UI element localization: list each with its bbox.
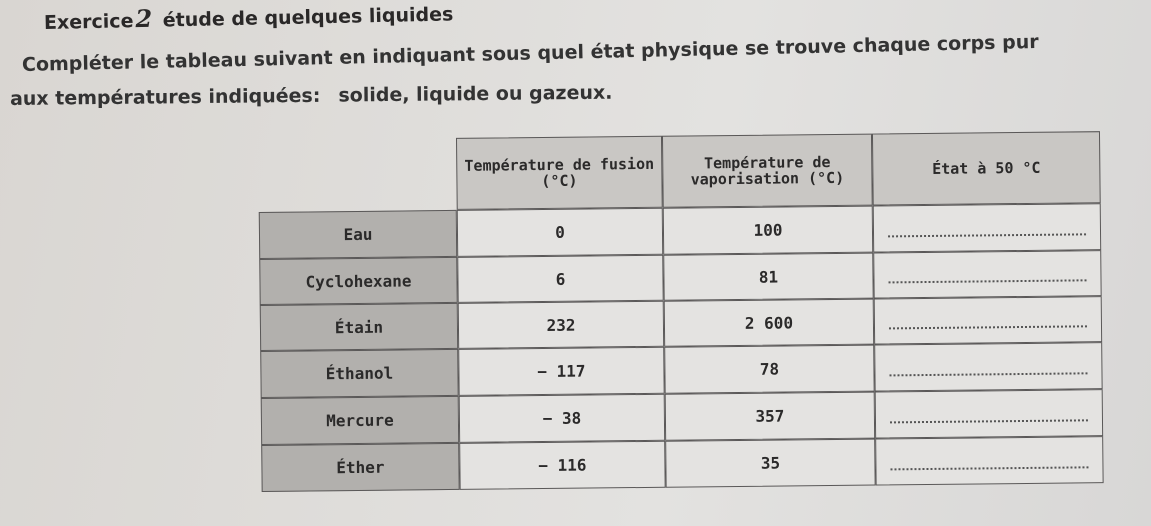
answer-ethanol[interactable]: [874, 342, 1102, 391]
header-vaporisation: Température de vaporisation (°C): [662, 134, 873, 208]
vaporisation-ethanol: 78: [664, 345, 874, 394]
fusion-mercure: − 38: [459, 394, 665, 443]
fusion-etain: 232: [458, 301, 664, 349]
instruction-line-2: [10, 82, 613, 110]
answer-mercure[interactable]: [875, 389, 1103, 438]
answer-dotted-line: [889, 279, 1087, 283]
row-label-eau: Eau: [259, 210, 457, 259]
row-label-ether: Éther: [261, 443, 459, 492]
row-label-cyclohexane: Cyclohexane: [259, 257, 457, 305]
row-label-ethanol: Éthanol: [260, 349, 458, 398]
row-label-mercure: Mercure: [261, 396, 459, 445]
vaporisation-cyclohexane: 81: [663, 253, 873, 301]
header-state: État à 50 °C: [872, 131, 1101, 205]
instruction-line-1: Compléter le tableau suivant en indiquant sous quel état physique se trouve chaque corps pur: [21, 30, 1039, 76]
answer-dotted-line: [888, 233, 1086, 237]
answer-dotted-line: [890, 419, 1088, 423]
row-label-etain: Étain: [260, 303, 458, 351]
answer-cyclohexane[interactable]: [873, 250, 1101, 298]
fusion-eau: 0: [457, 208, 663, 257]
instruction-options: solide, liquide ou gazeux.: [338, 81, 613, 107]
answer-ether[interactable]: [875, 436, 1103, 485]
exercise-title: [44, 0, 454, 35]
vaporisation-etain: 2 600: [664, 299, 874, 347]
states-table: [258, 131, 1104, 492]
vaporisation-eau: 100: [663, 206, 873, 255]
answer-eau[interactable]: [873, 203, 1101, 252]
answer-dotted-line: [889, 325, 1087, 329]
instruction-line-2-start: aux températures indiquées:: [9, 84, 321, 110]
vaporisation-mercure: 357: [665, 392, 875, 441]
answer-dotted-line: [889, 372, 1087, 376]
fusion-cyclohexane: 6: [457, 255, 663, 303]
exercise-prefix: Exercice: [43, 10, 134, 34]
fusion-ethanol: − 117: [458, 347, 664, 396]
header-fusion: Température de fusion (°C): [456, 136, 663, 210]
exercise-number: 2: [135, 3, 153, 34]
exercise-heading: étude de quelques liquides: [162, 3, 454, 32]
fusion-ether: − 116: [459, 441, 665, 490]
vaporisation-ether: 35: [665, 439, 875, 488]
answer-etain[interactable]: [874, 296, 1102, 344]
answer-dotted-line: [890, 466, 1088, 470]
